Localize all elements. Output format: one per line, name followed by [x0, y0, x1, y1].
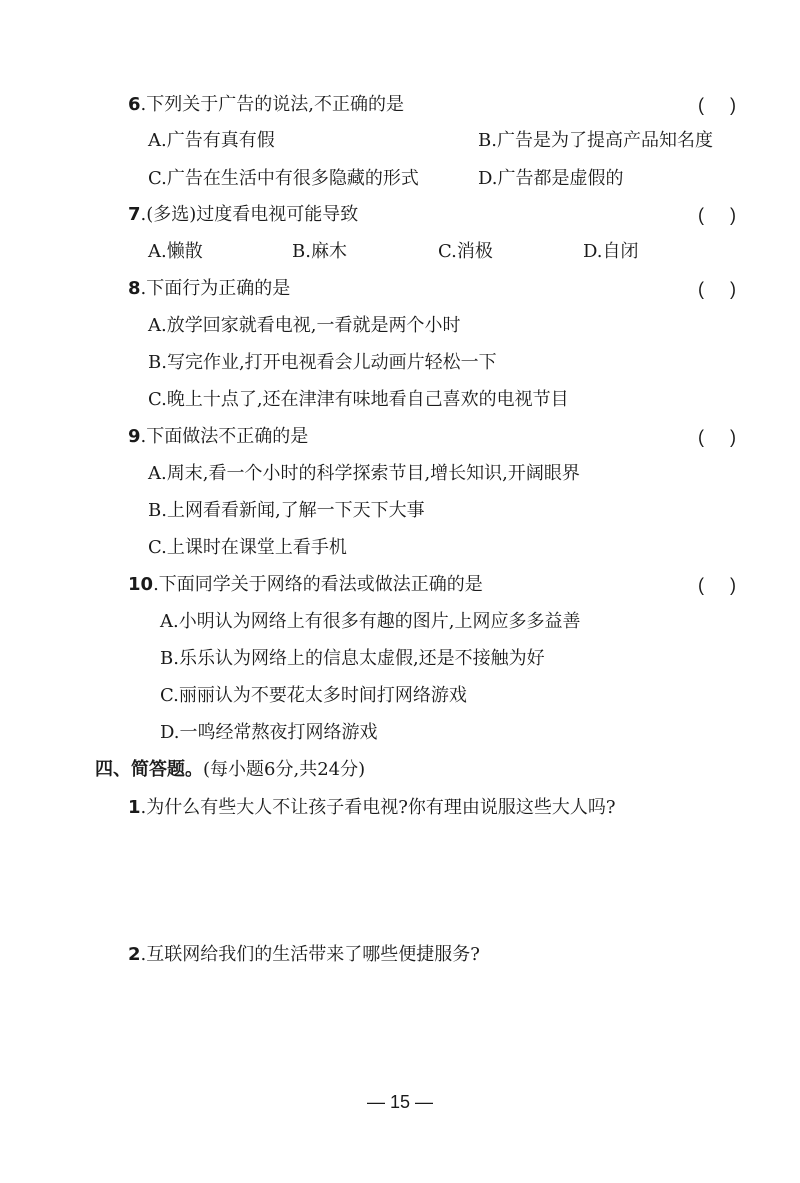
- question-number: 1: [128, 797, 141, 818]
- answer-blank[interactable]: (): [698, 427, 762, 447]
- question-text: .为什么有些大人不让孩子看电视?你有理由说服这些大人吗?: [140, 797, 616, 818]
- option-10c[interactable]: C.丽丽认为不要花太多时间打网络游戏: [160, 685, 467, 706]
- question-text: .互联网给我们的生活带来了哪些便捷服务?: [140, 944, 480, 965]
- option-9a[interactable]: A.周末,看一个小时的科学探索节目,增长知识,开阔眼界: [148, 463, 580, 484]
- option-9c[interactable]: C.上课时在课堂上看手机: [148, 537, 347, 558]
- option-6a[interactable]: A.广告有真有假: [148, 130, 275, 151]
- option-6d[interactable]: D.广告都是虚假的: [478, 168, 624, 189]
- question-number: 7: [128, 204, 141, 225]
- question-9: [128, 422, 768, 452]
- question-text: .下列关于广告的说法,不正确的是: [140, 94, 404, 115]
- question-7: [128, 200, 768, 230]
- question-text: .下面同学关于网络的看法或做法正确的是: [153, 574, 483, 595]
- option-9b[interactable]: B.上网看看新闻,了解一下天下大事: [148, 500, 425, 521]
- short-answer-2: [128, 940, 480, 970]
- option-7c[interactable]: C.消极: [438, 241, 493, 262]
- option-8c[interactable]: C.晚上十点了,还在津津有味地看自己喜欢的电视节目: [148, 389, 569, 410]
- option-10a[interactable]: A.小明认为网络上有很多有趣的图片,上网应多多益善: [160, 611, 581, 632]
- option-8b[interactable]: B.写完作业,打开电视看会儿动画片轻松一下: [148, 352, 497, 373]
- question-6: [128, 90, 768, 120]
- answer-blank[interactable]: (): [698, 95, 762, 115]
- answer-blank[interactable]: (): [698, 575, 762, 595]
- question-number: 10: [128, 574, 154, 595]
- option-10d[interactable]: D.一鸣经常熬夜打网络游戏: [160, 722, 378, 743]
- question-8: [128, 274, 768, 304]
- answer-blank[interactable]: (): [698, 279, 762, 299]
- question-text: .(多选)过度看电视可能导致: [140, 204, 359, 225]
- question-number: 6: [128, 94, 141, 115]
- question-text: .下面做法不正确的是: [140, 426, 309, 447]
- option-7b[interactable]: B.麻木: [292, 241, 347, 262]
- option-6b[interactable]: B.广告是为了提高产品知名度: [478, 130, 713, 151]
- section-title: 四、简答题。: [95, 759, 203, 780]
- short-answer-1: [128, 793, 616, 823]
- answer-blank[interactable]: (): [698, 205, 762, 225]
- option-7a[interactable]: A.懒散: [148, 241, 203, 262]
- question-text: .下面行为正确的是: [140, 278, 291, 299]
- question-number: 8: [128, 278, 141, 299]
- option-6c[interactable]: C.广告在生活中有很多隐藏的形式: [148, 168, 419, 189]
- question-10: [128, 570, 768, 600]
- section-heading-short-answer: [95, 755, 365, 785]
- question-number: 9: [128, 426, 141, 447]
- question-number: 2: [128, 944, 141, 965]
- option-7d[interactable]: D.自闭: [583, 241, 639, 262]
- option-10b[interactable]: B.乐乐认为网络上的信息太虚假,还是不接触为好: [160, 648, 545, 669]
- section-note: (每小题6分,共24分): [203, 759, 366, 780]
- option-8a[interactable]: A.放学回家就看电视,一看就是两个小时: [148, 315, 461, 336]
- page-number: — 15 —: [366, 1092, 434, 1112]
